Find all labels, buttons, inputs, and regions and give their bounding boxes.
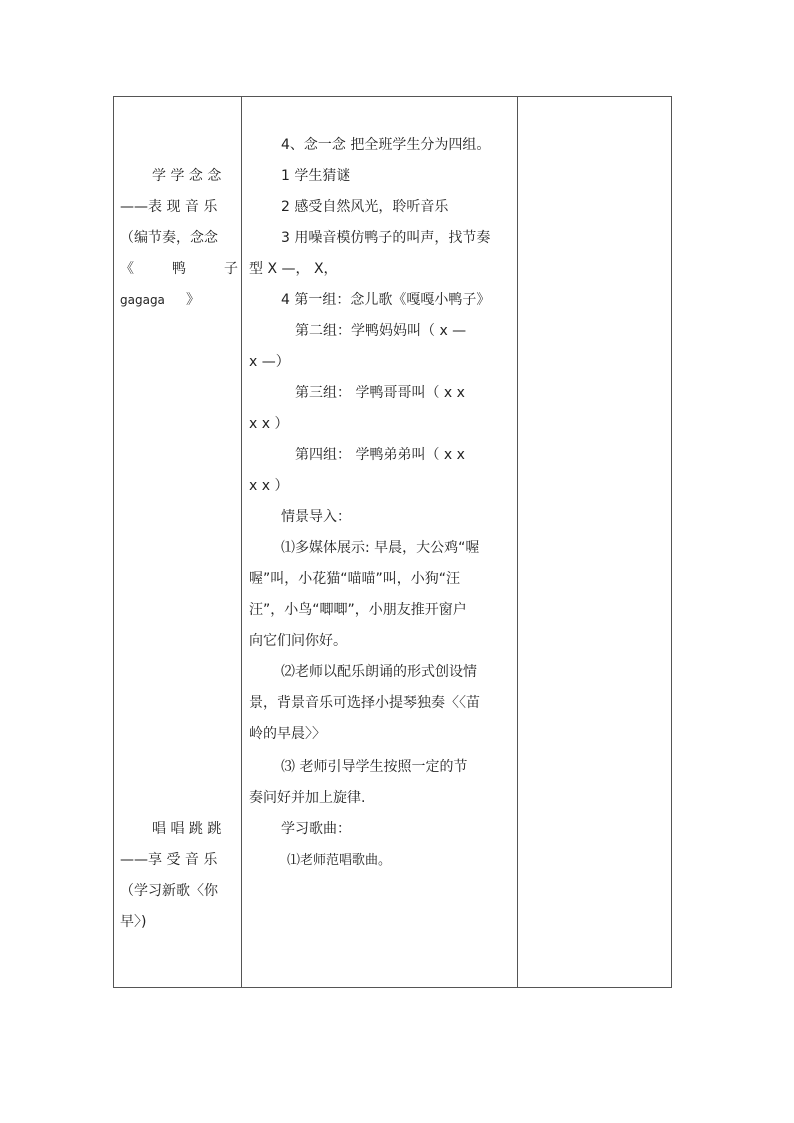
section1-desc-line4: 《 鸭 子	[120, 261, 238, 277]
content-line: 4 第一组：念儿歌《嘎嘎小鸭子》	[281, 292, 491, 308]
content-line: x —）	[249, 354, 290, 370]
content-line: 第二组：学鸭妈妈叫（ x —	[295, 323, 467, 339]
section1-desc-line5: gagaga 》	[120, 292, 200, 308]
section1-desc: （编节奏，念念	[120, 230, 218, 246]
section2-desc: （学习新歌〈你	[120, 883, 218, 899]
content-line: 2 感受自然风光，聆听音乐	[281, 199, 449, 215]
content-line: 3 用噪音模仿鸭子的叫声，找节奏	[281, 230, 491, 246]
content-line: ⑴多媒体展示: 早晨，大公鸡“喔	[281, 540, 480, 556]
content-line: ⑶ 老师引导学生按照一定的节	[281, 759, 468, 775]
content-line: 向它们问你好。	[249, 633, 347, 649]
section2-desc-line4: 早〉)	[120, 914, 147, 930]
content-line: 第三组： 学鸭哥哥叫（ x x	[295, 385, 465, 401]
content-line: x x ）	[249, 416, 289, 432]
content-line: 1 学生猜谜	[281, 168, 351, 184]
content-line: x x ）	[249, 478, 289, 494]
content-line: 第四组： 学鸭弟弟叫（ x x	[295, 447, 465, 463]
content-line: 喔”叫，小花猫“喵喵”叫，小狗“汪	[249, 571, 461, 587]
content-line: 汪”，小鸟“唧唧”，小朋友推开窗户	[249, 602, 467, 618]
content-line: 奏问好并加上旋律.	[249, 790, 366, 806]
lesson-table	[113, 96, 672, 988]
content-line: 学习歌曲：	[281, 821, 351, 837]
content-line: 岭的早晨〉〉	[249, 726, 326, 742]
content-line: 型 X —， X，	[249, 261, 338, 277]
section2-title: 唱 唱 跳 跳	[152, 821, 222, 837]
content-line: 4、念一念 把全班学生分为四组。	[281, 137, 491, 153]
section1-title: 学 学 念 念	[152, 168, 222, 184]
content-line: ⑴老师范唱歌曲。	[287, 853, 392, 868]
content-line: 情景导入：	[281, 509, 351, 525]
content-line: 景，背景音乐可选择小提琴独奏〈〈苗	[249, 695, 480, 711]
notes-column	[518, 97, 671, 987]
section1-subtitle: ——表 现 音 乐	[120, 199, 218, 215]
column-divider-1	[241, 97, 242, 987]
content-line: ⑵老师以配乐朗诵的形式创设情	[281, 664, 477, 680]
section2-subtitle: ——享 受 音 乐	[120, 852, 218, 868]
